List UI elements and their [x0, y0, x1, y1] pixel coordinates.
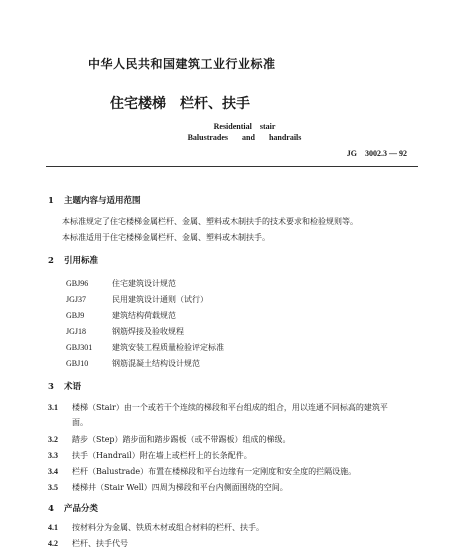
title-en-word: handrails [268, 133, 302, 142]
section-heading-1 [48, 194, 141, 206]
clause-text: 按材料分为金属、铁质木材或组合材料的栏杆、扶手。 [72, 523, 264, 532]
term-item [48, 448, 418, 463]
term-text: 踏步（Step）踏步面和踏步踢板（或不带踢板）组成的梯级。 [72, 435, 291, 444]
reference-code: JGJ37 [66, 295, 87, 304]
reference-code: GBJ10 [66, 359, 89, 368]
term-item [48, 480, 418, 495]
section-heading-4 [48, 502, 98, 514]
reference-item [66, 310, 176, 321]
reference-item [66, 294, 208, 305]
term-item [48, 400, 418, 430]
reference-name: 住宅建筑设计规范 [112, 279, 176, 288]
standard-organization: 中华人民共和国建筑工业行业标准 [88, 57, 276, 71]
paragraph: 本标准规定了住宅楼梯金属栏杆、金属、塑料或木制扶手的技术要求和检验规则等。 [62, 217, 358, 226]
clause-text: 栏杆、扶手代号 [72, 539, 128, 548]
standard-code: JG 3002.3 — 92 [346, 149, 407, 158]
reference-item [66, 278, 176, 289]
reference-code: GBJ96 [66, 279, 89, 288]
reference-item [66, 358, 200, 369]
section-number: 3 [48, 382, 54, 392]
term-text: 楼梯井（Stair Well）四周为梯段和平台内侧面围绕的空间。 [72, 483, 288, 492]
reference-code: GBJ9 [66, 311, 85, 320]
reference-name: 钢筋焊接及验收规程 [112, 327, 184, 336]
clause-number: 4.1 [48, 523, 58, 532]
term-number: 3.5 [48, 483, 58, 492]
title-en-word: Balustrades [187, 133, 229, 142]
section-number: 2 [48, 256, 54, 266]
title-en-word: and [242, 133, 255, 142]
term-item [48, 464, 418, 479]
document-title-en-line2 [20, 133, 449, 142]
term-text: 扶手（Handrail）附在墙上或栏杆上的长条配件。 [72, 451, 252, 460]
section-number: 1 [48, 196, 54, 206]
reference-code: GBJ301 [66, 343, 93, 352]
term-number: 3.3 [48, 451, 58, 460]
reference-name: 建筑结构荷载规范 [112, 311, 176, 320]
reference-name: 钢筋混凝土结构设计规范 [112, 359, 200, 368]
section-title: 术语 [64, 382, 82, 392]
term-number: 3.2 [48, 435, 58, 444]
term-number: 3.4 [48, 467, 58, 476]
document-title-zh: 住宅楼梯 栏杆、扶手 [110, 96, 250, 112]
section-title: 产品分类 [64, 504, 99, 514]
document-title-en-line1: Residential stair [213, 122, 276, 131]
section-title: 主题内容与适用范围 [64, 196, 141, 206]
reference-item [66, 342, 224, 353]
reference-name: 民用建筑设计通则（试行） [112, 295, 208, 304]
reference-code: JGJ18 [66, 327, 87, 336]
header-divider [46, 166, 418, 167]
clause-item [48, 538, 128, 549]
section-heading-2 [48, 254, 98, 266]
term-item [48, 432, 418, 447]
section-title: 引用标准 [64, 256, 99, 266]
term-number: 3.1 [48, 403, 58, 412]
clause-number: 4.2 [48, 539, 58, 548]
section-number: 4 [48, 504, 54, 514]
paragraph: 本标准适用于住宅楼梯金属栏杆、金属、塑料或木制扶手。 [62, 233, 270, 242]
reference-name: 建筑安装工程质量检验评定标准 [112, 343, 224, 352]
section-heading-3 [48, 380, 81, 392]
term-text: 栏杆（Balustrade）布置在楼梯段和平台边缘有一定刚度和安全度的拦隔设施。 [72, 467, 357, 476]
term-text: 楼梯（Stair）由一个或若干个连续的梯段和平台组成的组合，用以连通不同标高的建筑平 [72, 403, 388, 412]
clause-item [48, 522, 264, 533]
term-text-continuation: 面。 [72, 418, 88, 427]
reference-item [66, 326, 184, 337]
